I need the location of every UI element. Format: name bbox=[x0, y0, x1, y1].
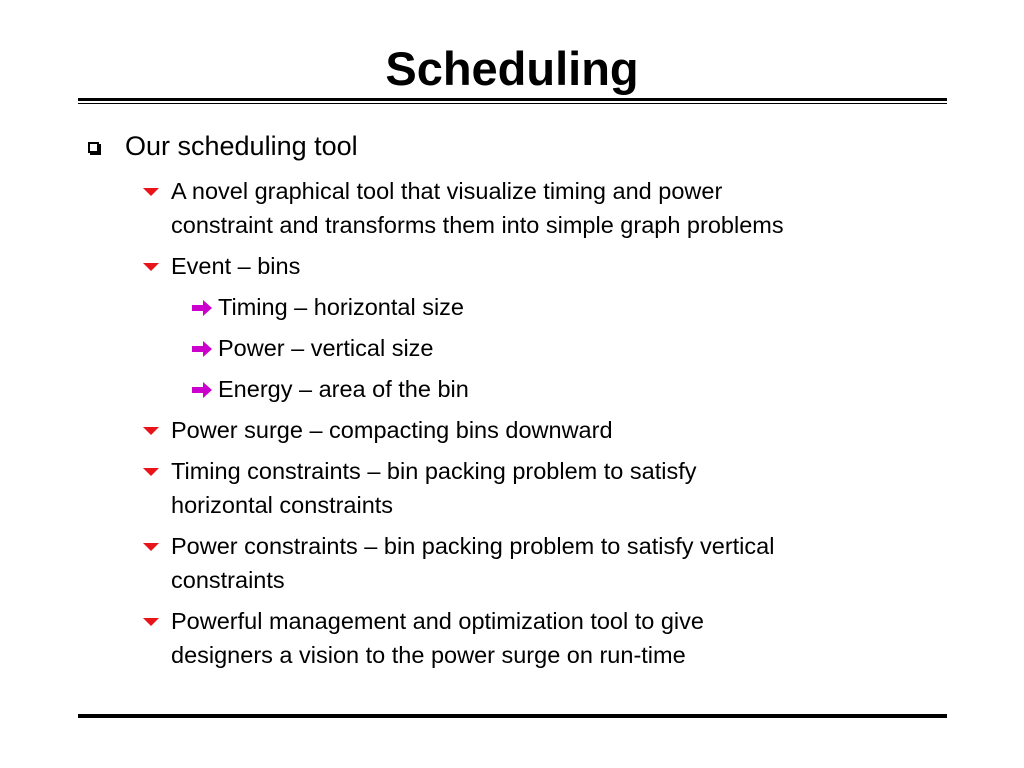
title-divider-thin bbox=[78, 103, 947, 104]
triangle-down-icon bbox=[143, 263, 159, 271]
triangle-down-icon bbox=[143, 618, 159, 626]
subbullet-line: designers a vision to the power surge on run-time bbox=[171, 642, 686, 668]
footer-divider bbox=[78, 714, 947, 718]
subbullet-line: constraint and transforms them into simple graph problems bbox=[171, 212, 784, 238]
triangle-down-icon bbox=[143, 188, 159, 196]
subbullet-line: A novel graphical tool that visualize timing and power bbox=[171, 178, 723, 204]
subsubbullet-text: Timing – horizontal size bbox=[218, 294, 464, 320]
subbullet-line: constraints bbox=[171, 567, 285, 593]
subbullet-line: Timing constraints – bin packing problem to satisfy bbox=[171, 458, 697, 484]
subbullet-line: Power constraints – bin packing problem to satisfy vertical bbox=[171, 533, 775, 559]
subbullet-line: Power surge – compacting bins downward bbox=[171, 417, 613, 443]
arrow-right-icon bbox=[190, 290, 216, 324]
bullet-label: Our scheduling tool bbox=[125, 131, 358, 161]
subsubbullet-text: Power – vertical size bbox=[218, 335, 434, 361]
title-divider-thick bbox=[78, 98, 947, 101]
title-divider bbox=[78, 98, 947, 104]
subbullet-line: Powerful management and optimization tool to give bbox=[171, 608, 704, 634]
arrow-right-icon bbox=[190, 331, 216, 365]
subbullet-line: horizontal constraints bbox=[171, 492, 394, 518]
slide-title: Scheduling bbox=[385, 42, 639, 95]
triangle-down-icon bbox=[143, 543, 159, 551]
triangle-down-icon bbox=[143, 468, 159, 476]
triangle-down-icon bbox=[143, 427, 159, 435]
subbullet-line: Event – bins bbox=[171, 253, 301, 279]
arrow-right-icon bbox=[190, 372, 216, 406]
checkbox-icon bbox=[88, 142, 99, 153]
subsubbullet-text: Energy – area of the bin bbox=[218, 376, 469, 402]
